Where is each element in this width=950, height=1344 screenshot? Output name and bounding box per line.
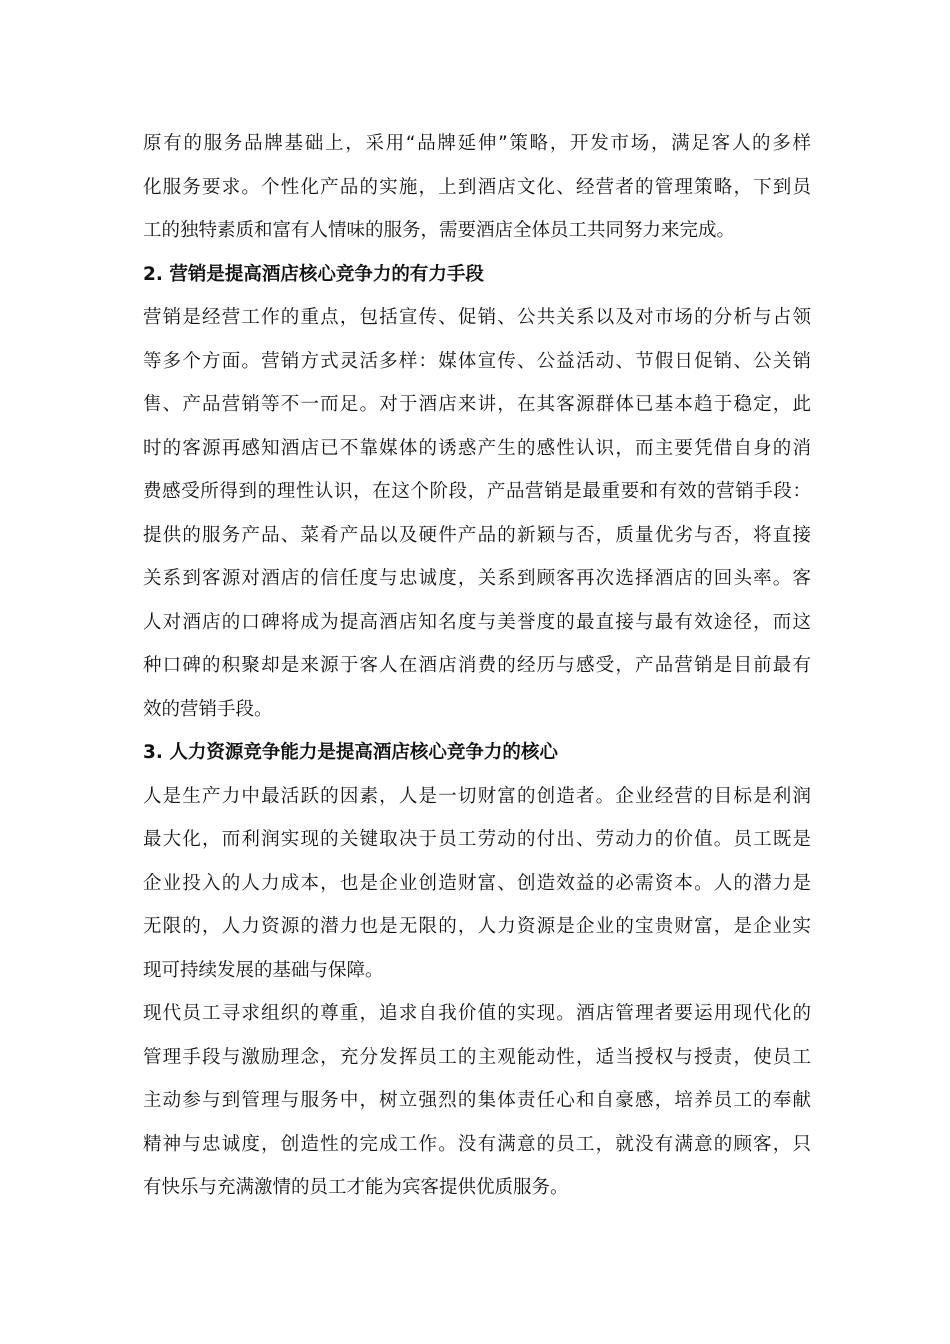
human-resources-paragraph-2	[143, 992, 811, 1210]
paragraph-line: 人是生产力中最活跃的因素，人是一切财富的创造者。企业经营的目标是利润	[143, 785, 811, 807]
paragraph-line: 有快乐与充满激情的员工才能为宾客提供优质服务。	[143, 1177, 569, 1198]
paragraph-line: 主动参与到管理与服务中，树立强烈的集体责任心和自豪感，培养员工的奉献	[143, 1090, 811, 1111]
paragraph-line: 精神与忠诚度，创造性的完成工作。没有满意的员工，就没有满意的顾客，只	[143, 1133, 811, 1155]
paragraph-line: 时的客源再感知酒店已不靠媒体的诱惑产生的感性认识，而主要凭借自身的消	[143, 437, 811, 459]
paragraph-line: 企业投入的人力成本，也是企业创造财富、创造效益的必需资本。人的潜力是	[143, 872, 811, 894]
paragraph-line: 等多个方面。营销方式灵活多样：媒体宣传、公益活动、节假日促销、公关销	[143, 350, 811, 372]
paragraph-line: 管理手段与激励理念，充分发挥员工的主观能动性，适当授权与授责，使员工	[143, 1046, 811, 1068]
paragraph-line: 效的营销手段。	[143, 698, 273, 720]
paragraph-line: 关系到客源对酒店的信任度与忠诚度，关系到顾客再次选择酒店的回头率。客	[143, 568, 811, 589]
paragraph-line: 化服务要求。个性化产品的实施，上到酒店文化、经营者的管理策略，下到员	[143, 176, 811, 198]
paragraph-line: 人对酒店的口碑将成为提高酒店知名度与美誉度的最直接与最有效途径，而这	[143, 611, 811, 633]
paragraph-line: 营销是经营工作的重点，包括宣传、促销、公共关系以及对市场的分析与占领	[143, 307, 811, 328]
paragraph-line: 费感受所得到的理性认识，在这个阶段，产品营销是最重要和有效的营销手段：	[143, 481, 811, 502]
document-page	[143, 122, 811, 1210]
intro-paragraph	[143, 122, 811, 253]
paragraph-line: 原有的服务品牌基础上，采用“品牌延伸”策略，开发市场，满足客人的多样	[143, 133, 811, 154]
paragraph-line: 现代员工寻求组织的尊重，追求自我价值的实现。酒店管理者要运用现代化的	[143, 1003, 811, 1024]
section-heading-marketing: 2. 营销是提高酒店核心竞争力的有力手段	[143, 263, 484, 285]
section-heading-human-resources: 3. 人力资源竞争能力是提高酒店核心竞争力的核心	[143, 742, 558, 763]
paragraph-line: 最大化，而利润实现的关键取决于员工劳动的付出、劳动力的价值。员工既是	[143, 829, 811, 850]
paragraph-line: 种口碑的积聚却是来源于客人在酒店消费的经历与感受，产品营销是目前最有	[143, 655, 811, 676]
paragraph-line: 售、产品营销等不一而足。对于酒店来讲，在其客源群体已基本趋于稳定，此	[143, 394, 811, 415]
paragraph-line: 工的独特素质和富有人情味的服务，需要酒店全体员工共同努力来完成。	[143, 220, 736, 241]
marketing-paragraph	[143, 296, 811, 731]
paragraph-line: 提供的服务产品、菜肴产品以及硬件产品的新颖与否，质量优劣与否，将直接	[143, 524, 811, 546]
paragraph-line: 现可持续发展的基础与保障。	[143, 959, 384, 981]
paragraph-line: 无限的，人力资源的潜力也是无限的，人力资源是企业的宝贵财富，是企业实	[143, 916, 811, 937]
human-resources-paragraph-1	[143, 775, 811, 993]
